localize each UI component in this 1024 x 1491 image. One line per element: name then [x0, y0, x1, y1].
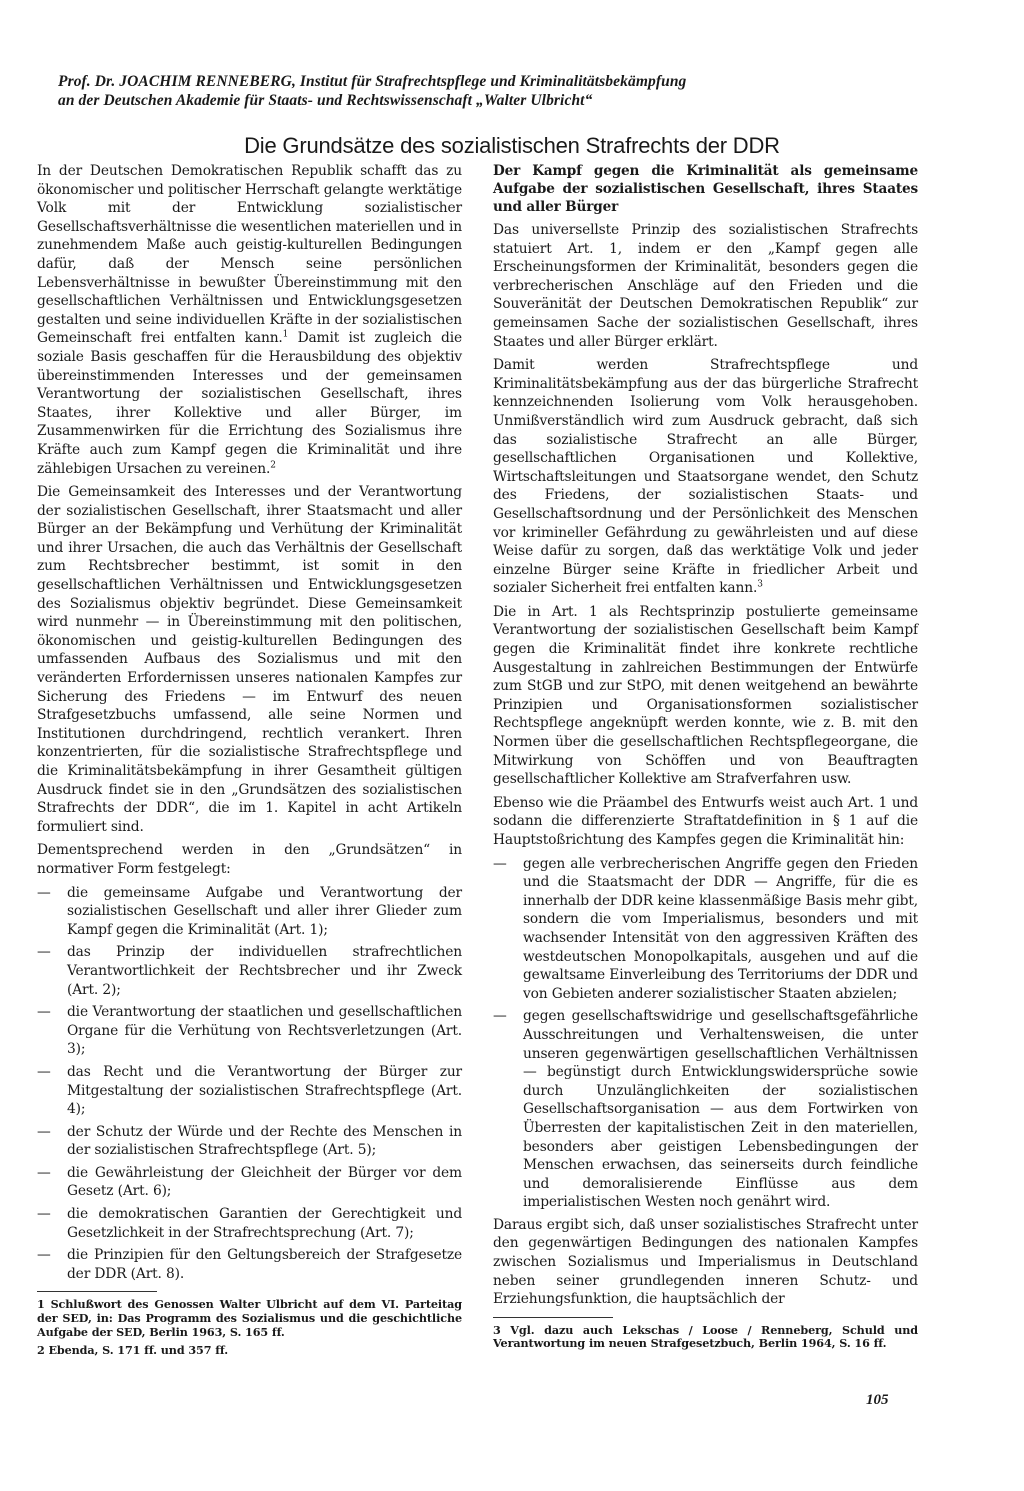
author-line-2: an der Deutschen Akademie für Staats- und Rechtswissenschaft „Walter Ulbricht“: [58, 92, 593, 109]
dash-bullet: —: [493, 855, 507, 872]
dash-bullet: —: [37, 1247, 51, 1264]
list-item-text: die Verantwortung der staatlichen und gesellschaftlichen Organe für die Verhütung von Rechtsverletzungen (Art. 3);: [67, 1004, 462, 1058]
left-column: [37, 162, 462, 1363]
list-item-text: der Schutz der Würde und der Rechte des Menschen in der sozialistischen Strafrechtspflege (Art. 5);: [67, 1123, 462, 1159]
dash-bullet: —: [37, 1123, 51, 1140]
dash-bullet: —: [37, 1164, 51, 1181]
footnote-3: 3 Vgl. dazu auch Lekschas / Loose / Renneberg, Schuld und Verantwortung im neuen Strafgesetzbuch, Berlin 1964, S. 16 ff.: [493, 1322, 918, 1351]
list-item-text: das Prinzip der individuellen strafrechtlichen Verantwortlichkeit der Rechtsbrecher und ihr Zweck (Art. 2);: [67, 944, 462, 998]
principles-list: [37, 884, 462, 1284]
list-item: [37, 1063, 462, 1119]
dash-bullet: —: [37, 1004, 51, 1021]
page-number: 105: [866, 1392, 889, 1408]
list-item: [37, 1164, 462, 1201]
footnote-1: 1 Schlußwort des Genossen Walter Ulbricht auf dem VI. Parteitag der SED, in: Das Programm des Sozialismus und die geschichtliche Aufgabe der SED, Berlin 1963, S. 165 ff.: [37, 1297, 462, 1339]
list-item: [37, 1123, 462, 1160]
list-item: [37, 1246, 462, 1283]
dash-bullet: —: [37, 884, 51, 901]
right-paragraph-1: Das universellste Prinzip des sozialistischen Strafrechts statuiert Art. 1, indem er den „Kampf gegen alle Erscheinungsformen der Kriminalität, besonders gegen die verbrecherischen Anschläge auf den Frieden und die Souveränität der Deutschen Demokratischen Republik“ zur gemeinsamen Sache der sozialistischen Gesellschaft, ihres Staates und aller Bürger erklärt.: [493, 222, 918, 350]
left-paragraph-2: Die Gemeinsamkeit des Interesses und der Verantwortung der sozialistischen Gesellschaft, ihrer Staatsmacht und aller Bürger an der Bekämpfung und Verhütung der Kriminalität und ihrer Ursachen, die auch das Verhältnis der Gesellschaft zum Rechtsbrecher bestimmt, ist somit in den gesellschaftlichen Verhältnissen und Entwicklungsgesetzen des Sozialismus objektiv begründet. Diese Gemeinsamkeit wird nunmehr — in Übereinstimmung mit den politischen, ökonomischen und geistig-kulturellen Bedingungen des umfassenden Aufbaus des Sozialismus und mit den veränderten Erfordernissen unseres nationalen Kampfes zur Sicherung des Friedens — im Entwurf des neuen Strafgesetzbuchs umfassend, alle seine Normen und Institutionen durchdringend, rechtlich verankert. Ihren konzentrierten, für die sozialistische Strafrechtspflege und die Kriminalitätsbekämpfung in ihrer Gesamtheit gültigen Ausdruck findet sie in den „Grundsätzen des sozialistischen Strafrechts der DDR“, die im 1. Kapitel in acht Artikeln formuliert sind.: [37, 484, 462, 835]
list-item: [493, 1007, 918, 1212]
author-affiliation: [58, 72, 988, 110]
list-item-text: die gemeinsame Aufgabe und Verantwortung der sozialistischen Gesellschaft und aller ihrer Glieder zum Kampf gegen die Kriminalität (Art. 1);: [67, 884, 462, 938]
list-item-text: die demokratischen Garantien der Gerechtigkeit und Gesetzlichkeit in der Strafrechtsprechung (Art. 7);: [67, 1206, 462, 1241]
right-paragraph-4: Ebenso wie die Präambel des Entwurfs weist auch Art. 1 und sodann die differenzierte Straftatdefinition in § 1 auf die Hauptstoßrichtung des Kampfes gegen die Kriminalität hin:: [493, 794, 918, 848]
section-heading: Der Kampf gegen die Kriminalität als gemeinsame Aufgabe der sozialistischen Gesellschaft, ihres Staates und aller Bürger: [493, 163, 918, 215]
list-item: [37, 884, 462, 940]
footnote-2: 2 Ebenda, S. 171 ff. und 357 ff.: [37, 1343, 229, 1358]
right-paragraph-3: Die in Art. 1 als Rechtsprinzip postulierte gemeinsame Verantwortung der sozialistischen Gesellschaft beim Kampf gegen die Kriminalität findet ihre konkrete rechtliche Ausgestaltung in zahlreichen Bestimmungen der Entwürfe zum StGB und zur StPO, mit denen weitgehend an bewährte Prinzipien und Organisationsformen sozialistischer Rechtspflege angeknüpft werden konnte, wie z. B. mit den Normen über die gesellschaftlichen Rechtspflegeorgane, die Mitwirkung von Schöffen und von Beauftragten gesellschaftlicher Kollektive am Strafverfahren usw.: [493, 603, 918, 788]
footnote-ref-3: 3: [757, 579, 763, 590]
right-column: [493, 162, 918, 1356]
list-item-text: das Recht und die Verantwortung der Bürger zur Mitgestaltung der sozialistischen Strafrechtspflege (Art. 4);: [67, 1063, 462, 1118]
left-p1-text: In der Deutschen Demokratischen Republik schafft das zu ökonomischer und politischer Herrschaft gelangte werktätige Volk mit der Entwicklung sozialistischer Gesellschaftsverhältnisse die wesentlichen materiellen und in zunehmendem Maße auch geistig-kulturellen Bedingungen dafür, daß der Mensch seine persönlichen Lebensverhältnisse in bewußter Übereinstimmung mit den gesellschaftlichen Verhältnissen und Entwicklungsgesetzen gestalten und seine individuellen Kräfte in der sozialistischen Gemeinschaft frei entfalten kann.: [37, 163, 462, 347]
dash-bullet: —: [37, 1206, 51, 1223]
footnote-divider: [493, 1317, 613, 1318]
list-item: [37, 1003, 462, 1059]
right-p2-text: Damit werden Strafrechtspflege und Kriminalitätsbekämpfung aus der das bürgerliche Strafrecht kennzeichnenden Isolierung vom Volk herausgehoben. Unmißverständlich wird zum Ausdruck gebracht, daß sich das sozialistische Strafrecht an alle Bürger, gesellschaftlichen Organisationen und Kollektive, Wirtschaftsleitungen und Staatsorgane wendet, den Schutz des Friedens, der sozialistischen Staats- und Gesellschaftsordnung und der Persönlichkeit des Menschen vor krimineller Gefährdung zu gewährleisten und auf diese Weise dafür zu sorgen, daß das werktätige Volk und jeder einzelne Bürger seine Kräfte in friedlicher Arbeit und sozialer Sicherheit frei entfalten kann.: [493, 357, 918, 597]
left-paragraph-3: Dementsprechend werden in den „Grundsätzen“ in normativer Form festgelegt:: [37, 842, 462, 877]
left-paragraph-1: [37, 162, 462, 478]
list-item-text: gegen gesellschaftswidrige und gesellschaftsgefährliche Ausschreitungen und Verhaltensweisen, die unter unseren gegenwärtigen gesellschaftlichen Verhältnissen — begünstigt durch Entwicklungswidersprüche sowie durch Unzulänglichkeiten der sozialistischen Gesellschaftsorganisation — aus dem Fortwirken von Überresten der kapitalistischen Zeit in den materiellen, besonders aber geistigen Lebensbedingungen der Menschen erwachsen, das seinerseits durch feindliche und demoralisierende Einflüsse aus dem imperialistischen Westen noch genährt wird.: [523, 1008, 918, 1211]
attack-direction-list: [493, 855, 918, 1212]
left-p1b-text: Damit ist zugleich die soziale Basis geschaffen für die Herausbildung des objektiv übereinstimmenden Interesses und der gemeinsamen Verantwortung der sozialistischen Gesellschaft, ihres Staates, ihrer Kollektive und aller Bürger, im Zusammenwirken für die Errichtung des Sozialismus ihre Kräfte auch zum Kampf gegen die Kriminalität und ihre zählebigen Ursachen zu vereinen.: [37, 330, 462, 477]
footnote-ref-1: 1: [282, 329, 289, 340]
right-paragraph-2: [493, 356, 918, 598]
list-item: [493, 855, 918, 1004]
list-item-text: die Gewährleistung der Gleichheit der Bürger vor dem Gesetz (Art. 6);: [67, 1164, 462, 1200]
footnote-ref-2: 2: [270, 459, 276, 470]
list-item: [37, 943, 462, 999]
right-paragraph-5: Daraus ergibt sich, daß unser sozialistisches Strafrecht unter den gegenwärtigen Bedingungen des nationalen Kampfes zwischen Sozialismus und Imperialismus in Deutschland neben seiner grundlegenden inneren Schutz- und Erziehungsfunktion, die hauptsächlich der: [493, 1216, 918, 1308]
footnote-divider: [37, 1291, 157, 1292]
dash-bullet: —: [37, 944, 51, 961]
list-item-text: die Prinzipien für den Geltungsbereich der Strafgesetze der DDR (Art. 8).: [67, 1247, 462, 1282]
list-item-text: gegen alle verbrecherischen Angriffe gegen den Frieden und die Staatsmacht der DDR — Angriffe, für die es innerhalb der DDR keine klassenmäßige Basis mehr gibt, sondern die vom Imperialismus, besonders und mit wachsender Intensität von den aggressiven Kräften des westdeutschen Monopolkapitals, ausgehen und auf die gewaltsame Einverleibung des Territoriums der DDR und von Gebieten anderer sozialistischer Staaten abzielen;: [523, 855, 918, 1002]
author-line-1: Prof. Dr. JOACHIM RENNEBERG, Institut für Strafrechtspflege und Kriminalitätsbekämpfung: [58, 73, 687, 90]
list-item: [37, 1205, 462, 1242]
dash-bullet: —: [493, 1008, 507, 1025]
article-title: Die Grundsätze des sozialistischen Strafrechts der DDR: [244, 132, 780, 158]
dash-bullet: —: [37, 1063, 51, 1080]
